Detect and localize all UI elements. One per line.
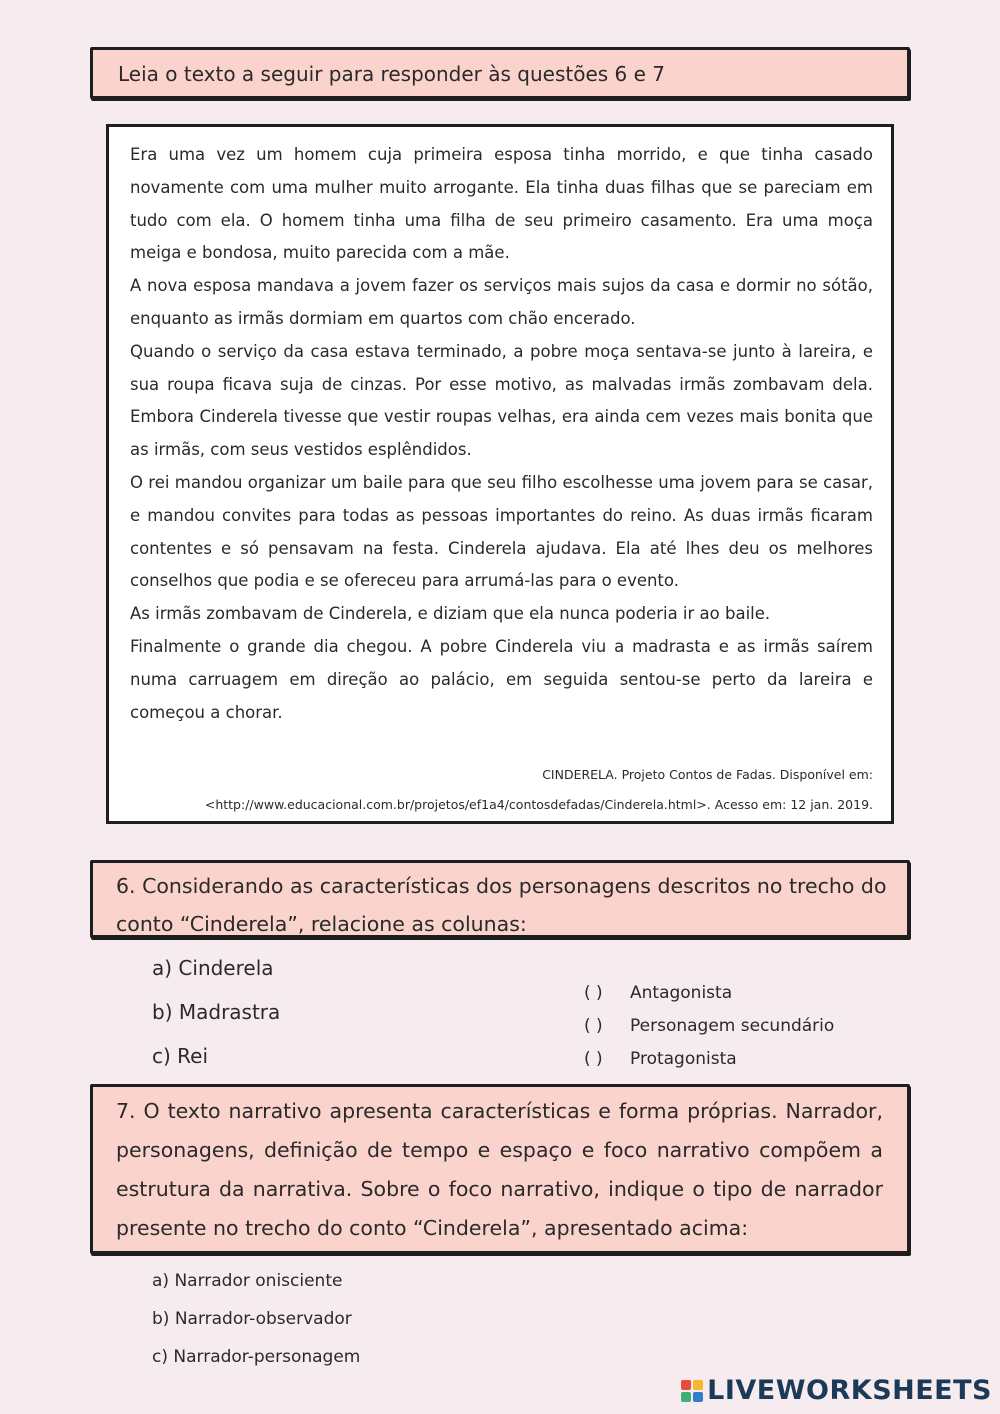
logo-square [681,1392,691,1402]
answer-blank[interactable]: ( ) [584,1049,603,1069]
character-item: b) Madrastra [152,1000,281,1024]
question-7-options [152,1265,360,1379]
answer-option[interactable]: b) Narrador-observador [152,1309,352,1329]
role-label: Personagem secundário [630,1016,835,1036]
logo-text: LIVEWORKSHEETS [707,1375,992,1406]
role-item [584,1011,834,1044]
character-column [152,952,280,1084]
logo-mark-icon [681,1380,703,1402]
instruction-text: Leia o texto a seguir para responder às questões 6 e 7 [118,62,666,86]
question-7-prompt: 7. O texto narrativo apresenta características e forma próprias. Narrador, personagens, definição de tempo e espaço e foco narrativo compõem a estrutura da narrativa. Sobre o foco narrativo, indique o tipo de narrador presente no trecho do conto “Cinderela”, apresentado acima: [116,1099,883,1240]
answer-blank[interactable]: ( ) [584,983,603,1003]
logo-square [681,1380,691,1390]
story-citation [205,760,873,820]
question-6-prompt: 6. Considerando as características dos personagens descritos no trecho do conto “Cinderela”, relacione as colunas: [116,874,887,936]
logo-square [693,1392,703,1402]
question-6-box [90,860,910,938]
story-paragraph: As irmãs zombavam de Cinderela, e diziam que ela nunca poderia ir ao baile. [130,604,771,624]
character-item: c) Rei [152,1044,209,1068]
instruction-header [90,47,910,99]
answer-option[interactable]: a) Narrador onisciente [152,1271,343,1291]
answer-blank[interactable]: ( ) [584,1016,603,1036]
role-item [584,978,834,1011]
logo-square [693,1380,703,1390]
liveworksheets-logo [681,1375,992,1406]
role-item [584,1044,834,1077]
story-text-box [106,124,894,824]
story-paragraph: Era uma vez um homem cuja primeira esposa tinha morrido, e que tinha casado novamente com uma mulher muito arrogante. Ela tinha duas filhas que se pareciam em tudo com ela. O homem tinha uma filha de seu primeiro casamento. Era uma moça meiga e bondosa, muito parecida com a mãe. [130,145,873,263]
story-paragraph: Quando o serviço da casa estava terminado, a pobre moça sentava-se junto à lareira, e sua roupa ficava suja de cinzas. Por esse motivo, as malvadas irmãs zombavam dela. Embora Cinderela tivesse que vestir roupas velhas, era ainda cem vezes mais bonita que as irmãs, com seus vestidos esplêndidos. [130,341,873,460]
role-column [584,978,834,1077]
question-7-box [90,1084,910,1254]
citation-line-2: <http://www.educacional.com.br/projetos/ef1a4/contosdefadas/Cinderela.html>. Acesso em: 12 jan. 2019. [204,797,873,812]
role-label: Antagonista [630,983,733,1003]
character-item: a) Cinderela [152,956,274,980]
citation-line-1: CINDERELA. Projeto Contos de Fadas. Disponível em: [542,767,873,782]
story-paragraph: Finalmente o grande dia chegou. A pobre Cinderela viu a madrasta e as irmãs saírem numa carruagem em direção ao palácio, em seguida sentou-se perto da lareira e começou a chorar. [130,636,873,722]
role-label: Protagonista [630,1049,737,1069]
story-paragraph: O rei mandou organizar um baile para que seu filho escolhesse uma jovem para se casar, e mandou convites para todas as pessoas importantes do reino. As duas irmãs ficaram contentes e só pensavam na festa. Cinderela ajudava. Ela até lhes deu os melhores conselhos que podia e se ofereceu para arrumá-las para o evento. [130,472,873,591]
story-paragraph: A nova esposa mandava a jovem fazer os serviços mais sujos da casa e dormir no sótão, enquanto as irmãs dormiam em quartos com chão encerado. [130,276,873,328]
answer-option[interactable]: c) Narrador-personagem [152,1347,361,1367]
